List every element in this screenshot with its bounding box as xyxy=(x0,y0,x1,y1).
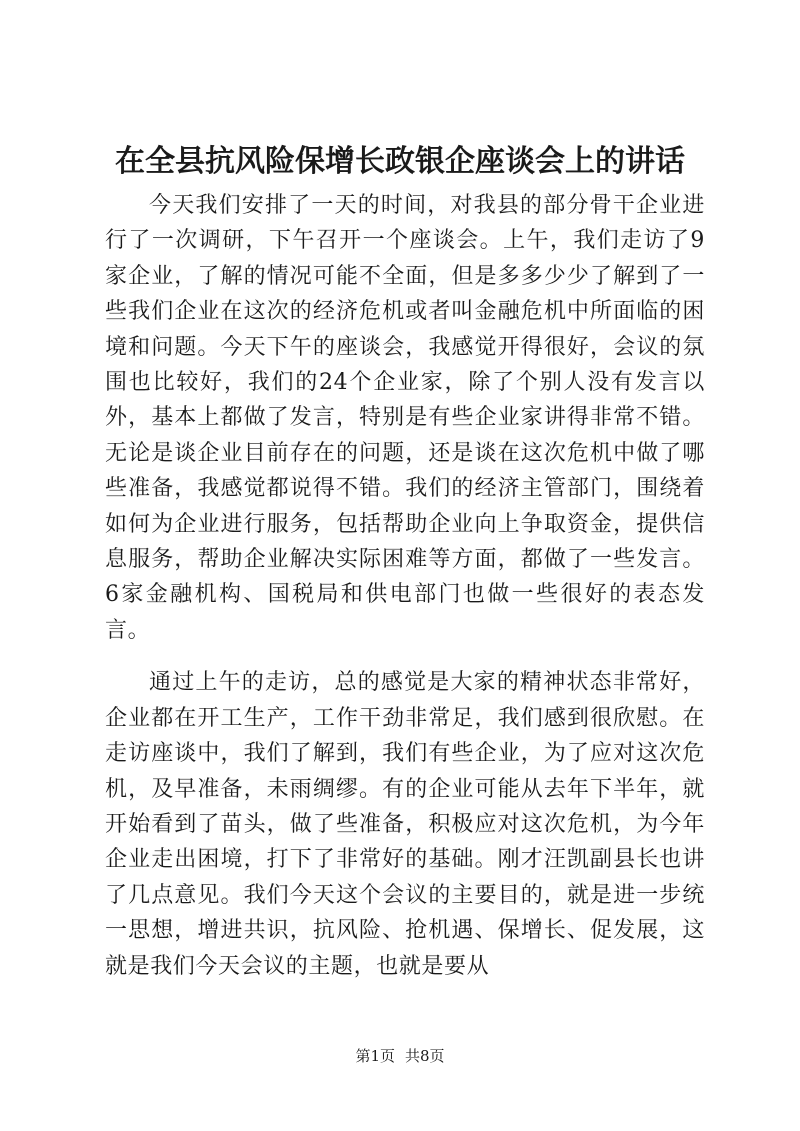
body-paragraph: 通过上午的走访，总的感觉是大家的精神状态非常好，企业都在开工生产，工作干劲非常足，我们感到很欣慰。在走访座谈中，我们了解到，我们有些企业，为了应对这次危机，及早准备，未雨绸缪。有的企业可能从去年下半年，就开始看到了苗头，做了些准备，积极应对这次危机，为今年企业走出困境，打下了非常好的基础。刚才汪凯副县长也讲了几点意见。我们今天这个会议的主要目的，就是进一步统一思想，增进共识，抗风险、抢机遇、保增长、促发展，这就是我们今天会议的主题，也就是要从 xyxy=(105,670,705,979)
page-number: 第1页 xyxy=(355,1047,395,1065)
page-footer xyxy=(0,1046,800,1066)
document-body xyxy=(105,188,705,984)
document-title: 在全县抗风险保增长政银企座谈会上的讲话 xyxy=(115,144,685,179)
page-total: 共8页 xyxy=(405,1047,445,1065)
body-paragraph: 今天我们安排了一天的时间，对我县的部分骨干企业进行了一次调研，下午召开一个座谈会。上午，我们走访了9家企业，了解的情况可能不全面，但是多多少少了解到了一些我们企业在这次的经济危机或者叫金融危机中所面临的困境和问题。今天下午的座谈会，我感觉开得很好，会议的氛围也比较好，我们的24个企业家，除了个别人没有发言以外，基本上都做了发言，特别是有些企业家讲得非常不错。无论是谈企业目前存在的问题，还是谈在这次危机中做了哪些准备，我感觉都说得不错。我们的经济主管部门，围绕着如何为企业进行服务，包括帮助企业向上争取资金，提供信息服务，帮助企业解决实际困难等方面，都做了一些发言。6家金融机构、国税局和供电部门也做一些很好的表态发言。 xyxy=(105,193,705,643)
